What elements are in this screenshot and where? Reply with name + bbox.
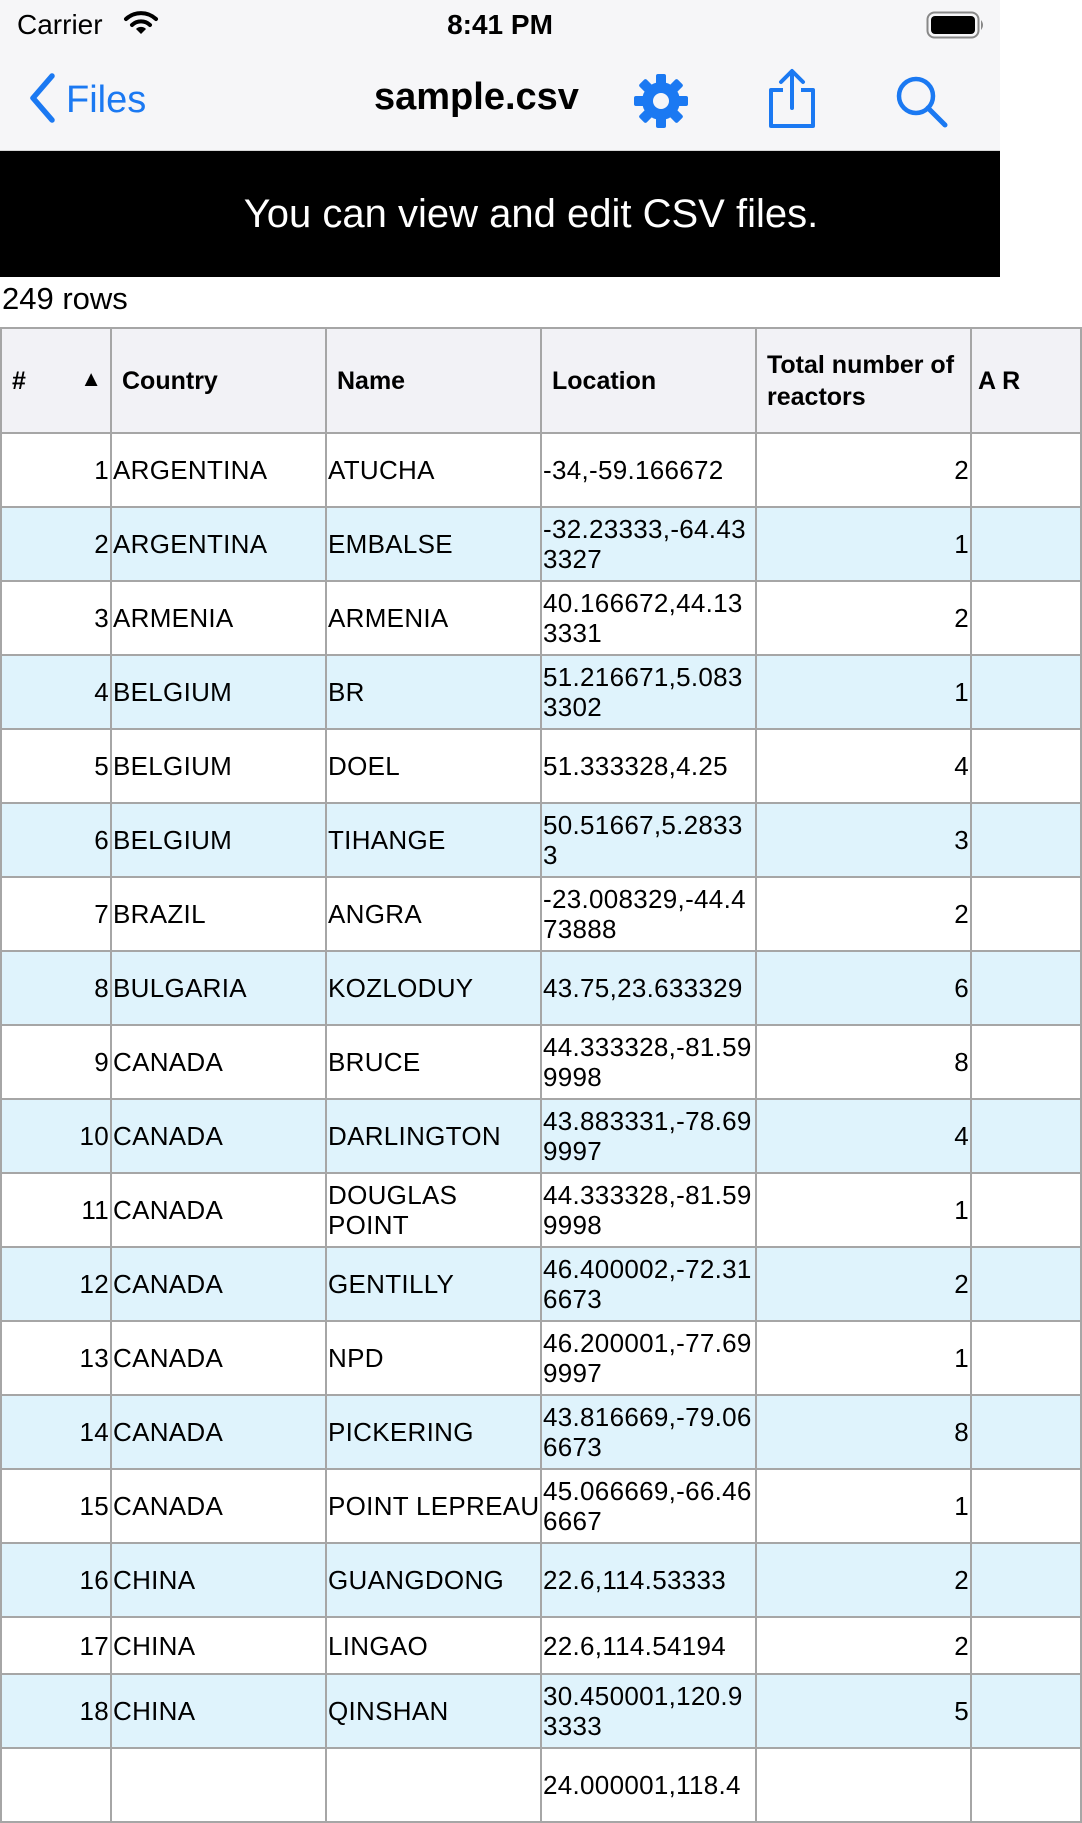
cell-country[interactable]: CANADA [111, 1469, 326, 1543]
table-row[interactable] [1, 1025, 1081, 1099]
table-row[interactable] [1, 951, 1081, 1025]
cell-next-column[interactable] [971, 655, 1081, 729]
cell-total-reactors[interactable]: 5 [756, 1674, 971, 1748]
cell-name[interactable]: QINSHAN [326, 1674, 541, 1748]
cell-row-number[interactable]: 13 [1, 1321, 111, 1395]
cell-name[interactable]: GUANGDONG [326, 1543, 541, 1617]
cell-country[interactable] [111, 1748, 326, 1822]
column-header-name[interactable] [326, 328, 541, 433]
column-header-country[interactable] [111, 328, 326, 433]
cell-location[interactable]: 44.333328,-81.599998 [541, 1025, 756, 1099]
cell-country[interactable]: BELGIUM [111, 729, 326, 803]
cell-country[interactable]: CHINA [111, 1543, 326, 1617]
cell-total-reactors[interactable] [756, 1748, 971, 1822]
cell-country[interactable]: BULGARIA [111, 951, 326, 1025]
table-row[interactable] [1, 1674, 1081, 1748]
cell-row-number[interactable]: 5 [1, 729, 111, 803]
cell-total-reactors[interactable]: 2 [756, 1247, 971, 1321]
table-row[interactable] [1, 1469, 1081, 1543]
cell-total-reactors[interactable]: 8 [756, 1025, 971, 1099]
cell-country[interactable]: CANADA [111, 1321, 326, 1395]
cell-next-column[interactable] [971, 1617, 1081, 1674]
cell-location[interactable]: 44.333328,-81.599998 [541, 1173, 756, 1247]
cell-name[interactable]: KOZLODUY [326, 951, 541, 1025]
cell-next-column[interactable] [971, 877, 1081, 951]
table-row[interactable] [1, 655, 1081, 729]
cell-total-reactors[interactable]: 2 [756, 877, 971, 951]
cell-location[interactable]: 43.816669,-79.066673 [541, 1395, 756, 1469]
cell-location[interactable]: 24.000001,118.4 [541, 1748, 756, 1822]
column-header-next[interactable] [971, 328, 1081, 433]
cell-name[interactable]: BR [326, 655, 541, 729]
cell-row-number[interactable]: 17 [1, 1617, 111, 1674]
column-header-label: Location [552, 366, 657, 395]
cell-name[interactable]: ARMENIA [326, 581, 541, 655]
table-row[interactable] [1, 433, 1081, 507]
cell-name[interactable]: NPD [326, 1321, 541, 1395]
cell-location[interactable]: 51.333328,4.25 [541, 729, 756, 803]
cell-total-reactors[interactable]: 2 [756, 1617, 971, 1674]
cell-country[interactable]: ARGENTINA [111, 433, 326, 507]
column-header-total-reactors[interactable] [756, 328, 971, 433]
cell-name[interactable]: ANGRA [326, 877, 541, 951]
sort-ascending-icon: ▲ [80, 366, 102, 391]
cell-country[interactable]: ARMENIA [111, 581, 326, 655]
cell-next-column[interactable] [971, 1173, 1081, 1247]
cell-total-reactors[interactable]: 1 [756, 507, 971, 581]
page-title: sample.csv [374, 76, 579, 118]
table-row[interactable] [1, 581, 1081, 655]
column-header-label: A R [978, 366, 1021, 395]
cell-next-column[interactable] [971, 1395, 1081, 1469]
csv-table [0, 327, 1082, 1823]
cell-location[interactable]: -23.008329,-44.473888 [541, 877, 756, 951]
cell-total-reactors[interactable]: 1 [756, 655, 971, 729]
table-row[interactable] [1, 1099, 1081, 1173]
cell-next-column[interactable] [971, 1321, 1081, 1395]
cell-location[interactable]: 45.066669,-66.466667 [541, 1469, 756, 1543]
cell-row-number[interactable]: 4 [1, 655, 111, 729]
back-button-label: Files [66, 78, 147, 121]
cell-name[interactable]: DOUGLAS POINT [326, 1173, 541, 1247]
table-body [1, 433, 1081, 1822]
cell-next-column[interactable] [971, 433, 1081, 507]
cell-location[interactable]: 30.450001,120.93333 [541, 1674, 756, 1748]
cell-next-column[interactable] [971, 803, 1081, 877]
cell-row-number[interactable]: 9 [1, 1025, 111, 1099]
status-bar [0, 0, 1000, 50]
table-row[interactable] [1, 803, 1081, 877]
cell-next-column[interactable] [971, 1099, 1081, 1173]
cell-country[interactable]: CHINA [111, 1617, 326, 1674]
cell-name[interactable]: PICKERING [326, 1395, 541, 1469]
cell-next-column[interactable] [971, 1247, 1081, 1321]
info-banner [0, 151, 1000, 277]
share-button[interactable] [764, 68, 820, 130]
cell-row-number[interactable]: 6 [1, 803, 111, 877]
cell-total-reactors[interactable]: 1 [756, 1173, 971, 1247]
cell-location[interactable]: 22.6,114.54194 [541, 1617, 756, 1674]
cell-row-number[interactable]: 8 [1, 951, 111, 1025]
table-header-row [1, 328, 1081, 433]
column-header-label: Name [337, 366, 406, 395]
cell-name[interactable]: POINT LEPREAU [326, 1469, 541, 1543]
table-row[interactable] [1, 877, 1081, 951]
column-header-label: Total number of reactors [767, 350, 955, 411]
cell-country[interactable]: CANADA [111, 1395, 326, 1469]
cell-name[interactable]: DOEL [326, 729, 541, 803]
cell-row-number[interactable]: 15 [1, 1469, 111, 1543]
cell-name[interactable]: LINGAO [326, 1617, 541, 1674]
cell-total-reactors[interactable]: 3 [756, 803, 971, 877]
table-row[interactable] [1, 729, 1081, 803]
cell-total-reactors[interactable]: 2 [756, 1543, 971, 1617]
cell-row-number[interactable]: 18 [1, 1674, 111, 1748]
search-icon [894, 74, 950, 130]
clock: 8:41 PM [447, 9, 553, 40]
cell-name[interactable]: BRUCE [326, 1025, 541, 1099]
settings-button[interactable] [632, 72, 690, 130]
cell-location[interactable]: 40.166672,44.133331 [541, 581, 756, 655]
cell-row-number[interactable]: 1 [1, 433, 111, 507]
navigation-bar [0, 50, 1000, 151]
cell-location[interactable]: -34,-59.166672 [541, 433, 756, 507]
cell-next-column[interactable] [971, 1025, 1081, 1099]
cell-country[interactable]: CANADA [111, 1099, 326, 1173]
cell-row-number[interactable]: 2 [1, 507, 111, 581]
cell-location[interactable]: -32.23333,-64.433327 [541, 507, 756, 581]
table-row[interactable] [1, 1173, 1081, 1247]
csv-table-container[interactable] [0, 327, 1021, 1800]
cell-name[interactable]: DARLINGTON [326, 1099, 541, 1173]
cell-total-reactors[interactable]: 1 [756, 1469, 971, 1543]
cell-location[interactable]: 22.6,114.53333 [541, 1543, 756, 1617]
cell-country[interactable]: CANADA [111, 1247, 326, 1321]
chevron-left-icon [28, 73, 56, 128]
table-row[interactable] [1, 1321, 1081, 1395]
cell-total-reactors[interactable]: 6 [756, 951, 971, 1025]
cell-next-column[interactable] [971, 1469, 1081, 1543]
column-header-location[interactable] [541, 328, 756, 433]
table-row[interactable] [1, 1543, 1081, 1617]
cell-row-number[interactable] [1, 1748, 111, 1822]
cell-country[interactable]: ARGENTINA [111, 507, 326, 581]
cell-next-column[interactable] [971, 581, 1081, 655]
back-button[interactable] [28, 72, 146, 128]
table-row[interactable] [1, 1395, 1081, 1469]
cell-location[interactable]: 50.51667,5.28333 [541, 803, 756, 877]
cell-next-column[interactable] [971, 729, 1081, 803]
column-header-index[interactable] [1, 328, 111, 433]
cell-location[interactable]: 46.200001,-77.699997 [541, 1321, 756, 1395]
cell-location[interactable]: 51.216671,5.0833302 [541, 655, 756, 729]
share-icon [764, 68, 820, 130]
cell-next-column[interactable] [971, 1674, 1081, 1748]
table-row[interactable] [1, 1748, 1081, 1822]
cell-country[interactable]: CHINA [111, 1674, 326, 1748]
cell-location[interactable]: 43.75,23.633329 [541, 951, 756, 1025]
cell-name[interactable]: EMBALSE [326, 507, 541, 581]
cell-country[interactable]: BELGIUM [111, 655, 326, 729]
cell-name[interactable] [326, 1748, 541, 1822]
cell-total-reactors[interactable]: 4 [756, 1099, 971, 1173]
cell-next-column[interactable] [971, 1748, 1081, 1822]
cell-row-number[interactable]: 11 [1, 1173, 111, 1247]
cell-total-reactors[interactable]: 1 [756, 1321, 971, 1395]
cell-row-number[interactable]: 14 [1, 1395, 111, 1469]
cell-total-reactors[interactable]: 8 [756, 1395, 971, 1469]
cell-name[interactable]: GENTILLY [326, 1247, 541, 1321]
column-header-label: # [12, 366, 26, 395]
cell-row-number[interactable]: 10 [1, 1099, 111, 1173]
cell-total-reactors[interactable]: 2 [756, 433, 971, 507]
cell-total-reactors[interactable]: 4 [756, 729, 971, 803]
cell-country[interactable]: BELGIUM [111, 803, 326, 877]
row-count: 249 rows [2, 281, 128, 316]
column-header-label: Country [122, 366, 218, 395]
cell-next-column[interactable] [971, 951, 1081, 1025]
cell-country[interactable]: BRAZIL [111, 877, 326, 951]
table-row[interactable] [1, 1247, 1081, 1321]
banner-text: You can view and edit CSV files. [243, 191, 819, 236]
cell-country[interactable]: CANADA [111, 1025, 326, 1099]
cell-country[interactable]: CANADA [111, 1173, 326, 1247]
cell-row-number[interactable]: 12 [1, 1247, 111, 1321]
cell-row-number[interactable]: 3 [1, 581, 111, 655]
cell-row-number[interactable]: 16 [1, 1543, 111, 1617]
cell-location[interactable]: 43.883331,-78.699997 [541, 1099, 756, 1173]
search-button[interactable] [894, 74, 950, 130]
cell-name[interactable]: TIHANGE [326, 803, 541, 877]
battery-icon [926, 11, 986, 44]
gear-icon [632, 72, 690, 130]
cell-location[interactable]: 46.400002,-72.316673 [541, 1247, 756, 1321]
cell-next-column[interactable] [971, 507, 1081, 581]
table-row[interactable] [1, 507, 1081, 581]
cell-next-column[interactable] [971, 1543, 1081, 1617]
table-row[interactable] [1, 1617, 1081, 1674]
cell-row-number[interactable]: 7 [1, 877, 111, 951]
cell-total-reactors[interactable]: 2 [756, 581, 971, 655]
cell-name[interactable]: ATUCHA [326, 433, 541, 507]
carrier-label: Carrier [17, 9, 103, 40]
